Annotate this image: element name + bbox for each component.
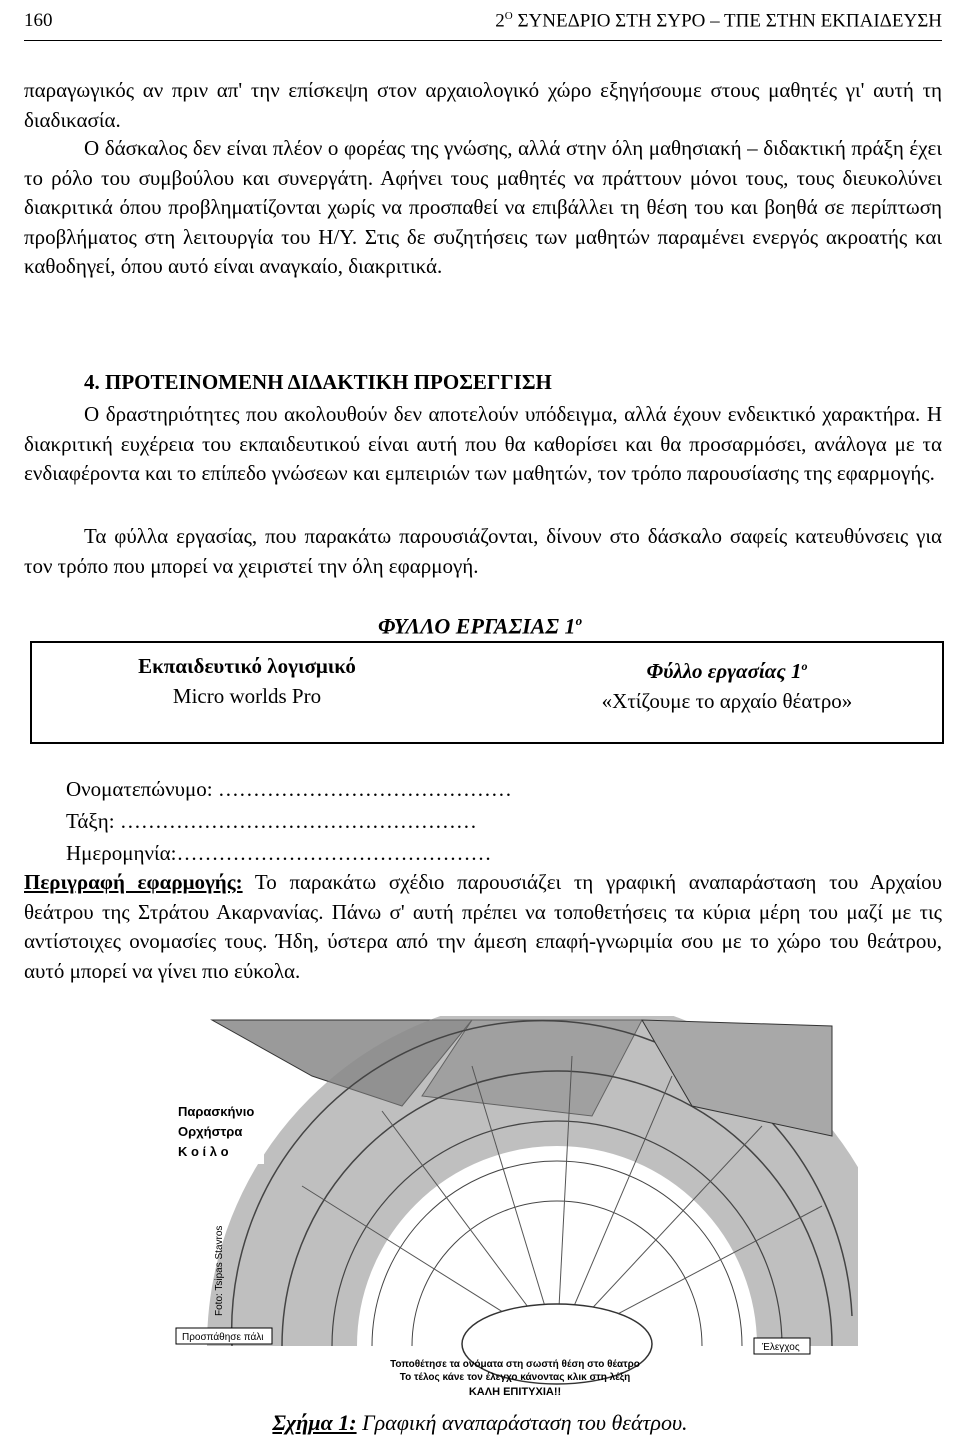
conference-title: $2^O$ ΣΥΝΕΔΡΙΟ ΣΤΗ ΣΥΡΟ – ΤΠΕ ΣΤΗΝ ΕΚΠΑΙΔΕΥΣΗ [495, 10, 942, 32]
worksheet-info-box [30, 641, 944, 744]
worksheet-heading: Φύλλο εργασίας $1^o$ [646, 659, 808, 683]
software-heading: Εκπαιδευτικό λογισμικό [138, 654, 356, 678]
section-heading: 4. ΠΡΟΤΕΙΝΟΜΕΝΗ ΔΙΔΑΚΤΙΚΗ ΠΡΟΣΕΓΓΙΣΗ [84, 370, 552, 394]
label-koilo[interactable]: Κ ο ί λ ο [178, 1144, 229, 1159]
figure-caption [0, 1410, 960, 1436]
theatre-diagram [172, 1016, 858, 1402]
page-number: 160 [24, 10, 53, 31]
caption-text: Γραφική αναπαράσταση του θεάτρου. [356, 1410, 688, 1435]
worksheet-cell [512, 651, 942, 716]
paragraph-2: Ο δάσκαλος δεν είναι πλέον ο φορέας της γνώσης, αλλά στην όλη μαθησιακή – διδακτική πράξη έχει το ρόλο του συμβούλου και συνεργάτη. Αφήνει τους μαθητές να πράττουν μόνοι τους, τους διευκολύνει διακριτικά όπου προβληματίζονται χωρίς να προσπαθεί να επιβάλλει τη θέση του και βοηθά σε περίπτωση προβλήματος στη λειτουργία του Η/Υ. Στις δε συζητήσεις των μαθητών παραμένει ενεργός ακροατής και καθοδηγεί, όπου αυτό είναι αναγκαίο, διακριτικά. [24, 136, 942, 278]
worksheet-title: ΦΥΛΛΟ ΕΡΓΑΣΙΑΣ $1^o$ [377, 613, 583, 639]
instruction-line-1: Τοποθέτησε τα ονόματα στη σωστή θέση στο θέατρο [390, 1359, 640, 1370]
paragraph-1: παραγωγικός αν πριν απ' την επίσκεψη στον αρχαιολογικό χώρο εξηγήσουμε στους μαθητές γι' αυτή τη διαδικασία. [24, 78, 942, 132]
software-name: Micro worlds Pro [172, 684, 322, 708]
theatre-figure [172, 1016, 858, 1402]
name-field: Ονοματεπώνυμο: …………………………………… [66, 777, 512, 801]
instruction-line-2: Το τέλος κάνε τον έλεγχο κάνοντας κλικ στη λέξη [399, 1372, 631, 1383]
description-paragraph [24, 868, 942, 986]
date-field: Ημερομηνία:……………………………………… [66, 841, 492, 865]
paragraph-4: Τα φύλλα εργασίας, που παρακάτω παρουσιάζονται, δίνουν στο δάσκαλο σαφείς κατευθύνσεις για τον τρόπο που μπορεί να χειριστεί την όλη εφαρμογή. [24, 524, 942, 578]
paragraph-3: Ο δραστηριότητες που ακολουθούν δεν αποτελούν υπόδειγμα, αλλά έχουν ενδεικτικό χαρακτήρα. Η διακριτική ευχέρεια του εκπαιδευτικού είναι αυτή που θα καθορίσει και θα προσαρμόσει, ανάλογα με τα ενδιαφέροντα και το επίπεδο γνώσεων και εμπειριών των μαθητών, τον τρόπο παρουσίασης της εφαρμογής. [24, 402, 942, 485]
description-text: Το παρακάτω σχέδιο παρουσιάζει τη γραφική αναπαράσταση του Αρχαίου θεάτρου της Στράτου Ακαρνανίας. Πάνω σ' αυτή πρέπει να τοποθετήσεις τα κύρια μέρη του μαζί με τις αντίστοιχες ονομασίες τους. Ήδη, ύστερα από την άμεση επαφή-γνωριμία σου με το χώρο του θεάτρου, αυτό μπορεί να γίνει πιο εύκολα. [24, 870, 942, 983]
label-paraskinio[interactable]: Παρασκήνιο [178, 1104, 255, 1119]
class-field: Τάξη: …………………………………………… [66, 809, 477, 833]
label-orchistra[interactable]: Ορχήστρα [178, 1124, 243, 1139]
caption-label: Σχήμα 1: [272, 1410, 357, 1435]
running-header [24, 4, 942, 41]
software-cell [32, 651, 462, 711]
retry-button-label: Προσπάθησε πάλι [182, 1332, 264, 1343]
photo-credit: Foto: Tsipas Stavros [214, 1225, 225, 1316]
description-label: Περιγραφή εφαρμογής: [24, 870, 243, 894]
worksheet-subtitle: «Χτίζουμε το αρχαίο θέατρο» [601, 689, 853, 713]
check-button-label: Έλεγχος [762, 1342, 800, 1353]
instruction-line-3: ΚΑΛΗ ΕΠΙΤΥΧΙΑ!! [468, 1386, 562, 1398]
